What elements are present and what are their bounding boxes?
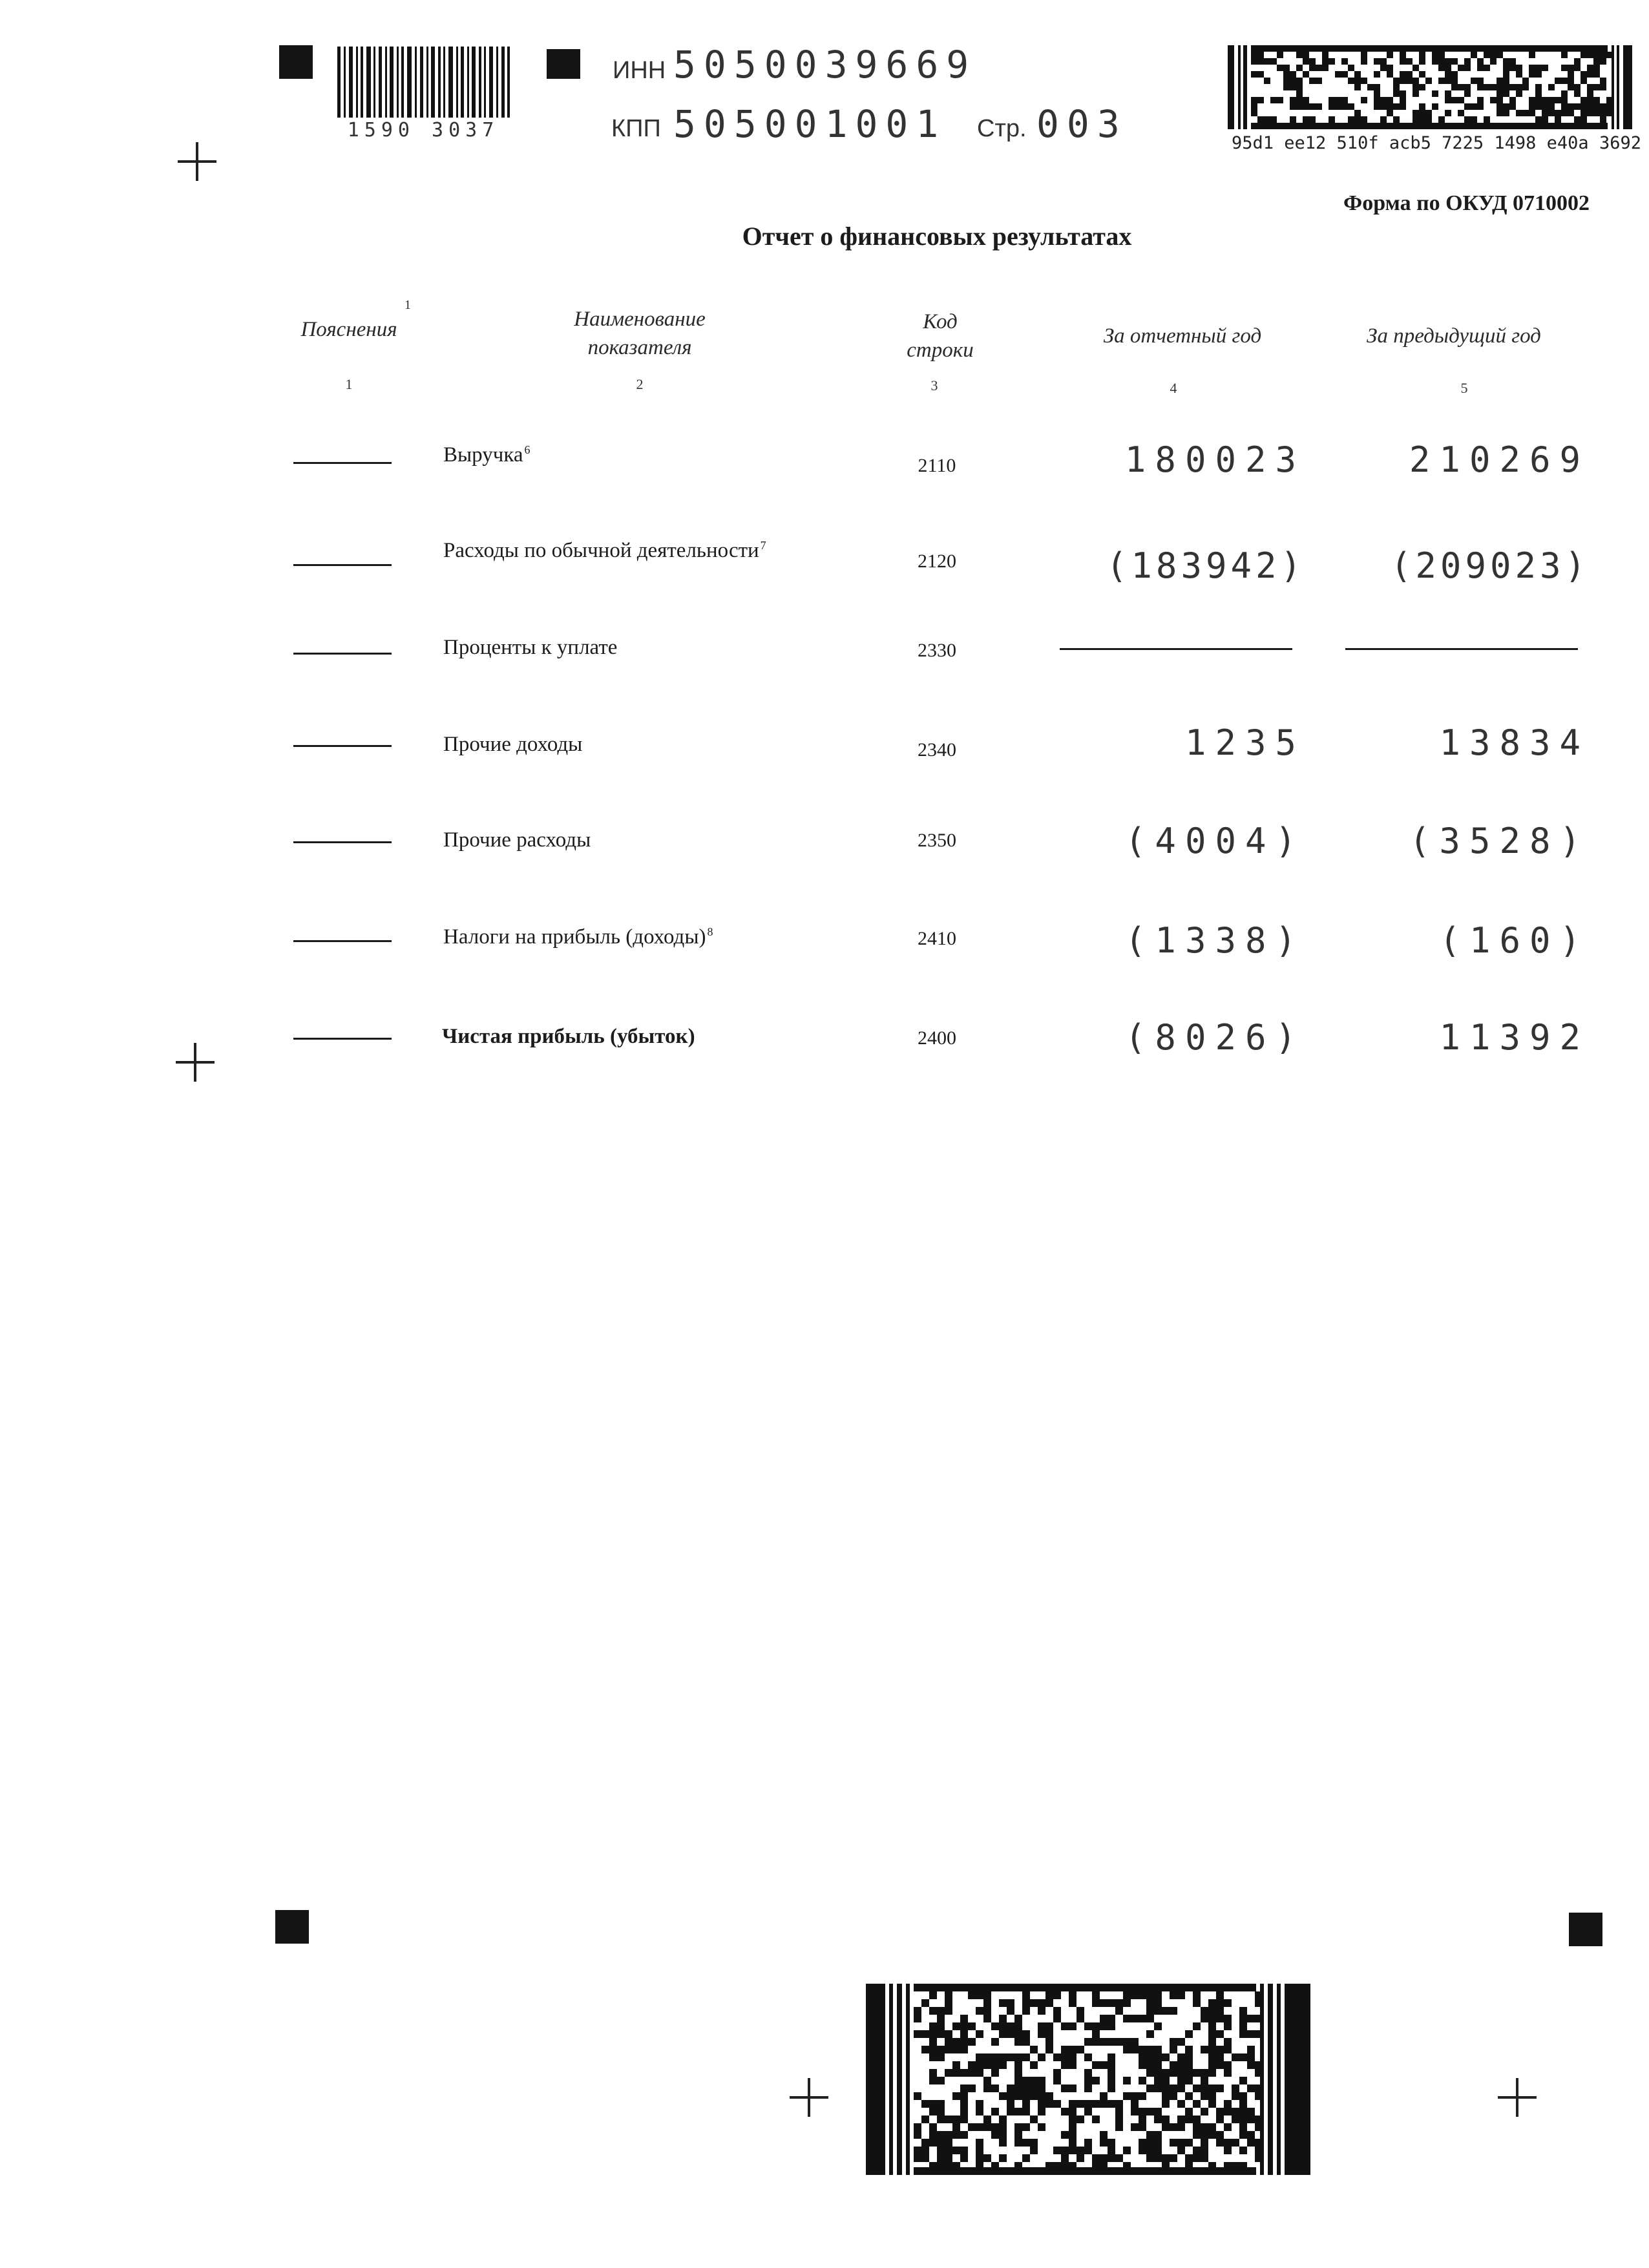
previous-year-value: (209023)	[1390, 545, 1590, 586]
current-year-value: (8026)	[1124, 1017, 1305, 1058]
page-value: 003	[1036, 102, 1128, 146]
explanation-dash	[293, 745, 392, 747]
current-year-value: (4004)	[1124, 821, 1305, 861]
row-name: Прочие доходы	[443, 733, 583, 756]
row-name: Выручка $^6$	[443, 443, 530, 467]
form-code: Форма по ОКУД 0710002	[1343, 191, 1590, 215]
row-code: 2120	[918, 551, 956, 572]
explanation-dash	[293, 841, 392, 843]
crosshair-mark-mid-left	[176, 1043, 215, 1082]
explanation-dash	[293, 564, 392, 566]
row-footnote: 7	[760, 539, 766, 552]
matrix-barcode-bottom	[866, 1984, 1318, 2175]
row-footnote: 6	[524, 443, 530, 456]
crosshair-mark-bottom-right	[1498, 2078, 1537, 2117]
row-code: 2350	[918, 830, 956, 851]
registration-square-bottom-right	[1569, 1913, 1602, 1946]
current-year-value: 180023	[1124, 439, 1305, 480]
explanation-dash	[293, 653, 392, 655]
explanation-dash	[293, 940, 392, 942]
row-name: Расходы по обычной деятельности $^7$	[443, 539, 766, 562]
registration-square-top-middle	[547, 49, 580, 79]
inn-label: ИНН	[613, 57, 666, 84]
row-code: 2340	[918, 739, 956, 761]
previous-year-value: (160)	[1439, 920, 1590, 961]
column-heading-indicator: Наименование показателя	[574, 308, 706, 359]
column-number: 5	[1460, 380, 1468, 396]
kpp-label: КПП	[611, 115, 661, 142]
current-year-value: 1235	[1184, 722, 1305, 763]
page-label: Стр.	[977, 115, 1027, 142]
barcode-number: 1590 3037	[347, 119, 499, 142]
previous-year-value: (3528)	[1409, 821, 1590, 861]
column-heading-previous-year: За предыдущий год	[1367, 324, 1541, 348]
linear-barcode	[336, 47, 510, 118]
column-heading-current-year: За отчетный год	[1103, 324, 1262, 348]
crosshair-mark-top-left	[178, 142, 216, 181]
crosshair-mark-bottom-middle	[790, 2078, 828, 2117]
row-name: Налоги на прибыль (доходы) $^8$	[443, 925, 713, 949]
hash-code: 95d1 ee12 510f acb5 7225 1498 e40a 3692	[1232, 133, 1641, 153]
explanation-dash	[293, 462, 392, 464]
current-year-value: (1338)	[1124, 920, 1305, 961]
previous-year-empty-line	[1345, 648, 1578, 650]
column-heading-explanations: Пояснения 1	[271, 315, 426, 344]
row-code: 2330	[918, 640, 956, 661]
column-number: 3	[930, 377, 938, 394]
kpp-value: 505001001	[673, 102, 947, 146]
row-footnote: 8	[707, 925, 713, 938]
registration-square-bottom-left	[275, 1910, 309, 1944]
column-number: 2	[636, 376, 644, 392]
current-year-empty-line	[1060, 648, 1292, 650]
row-code: 2410	[918, 928, 956, 949]
previous-year-value: 13834	[1439, 722, 1590, 763]
column-number: 4	[1170, 380, 1177, 396]
column-heading-line-code: Код строки	[907, 310, 974, 362]
current-year-value: (183942)	[1106, 545, 1305, 586]
inn-value: 5050039669	[673, 43, 977, 87]
row-code: 2110	[918, 455, 956, 476]
page-title: Отчет о финансовых результатах	[742, 222, 1132, 251]
row-name: Прочие расходы	[443, 828, 591, 852]
row-name: Проценты к уплате	[443, 636, 618, 659]
matrix-barcode-top	[1228, 45, 1635, 129]
previous-year-value: 11392	[1439, 1017, 1590, 1058]
row-code: 2400	[918, 1027, 956, 1049]
explanation-dash	[293, 1038, 392, 1040]
column-heading-footnote: 1	[404, 298, 411, 312]
previous-year-value: 210269	[1409, 439, 1590, 480]
row-name: Чистая прибыль (убыток)	[442, 1025, 695, 1048]
registration-square-top-left	[279, 45, 313, 79]
column-number: 1	[345, 376, 353, 392]
